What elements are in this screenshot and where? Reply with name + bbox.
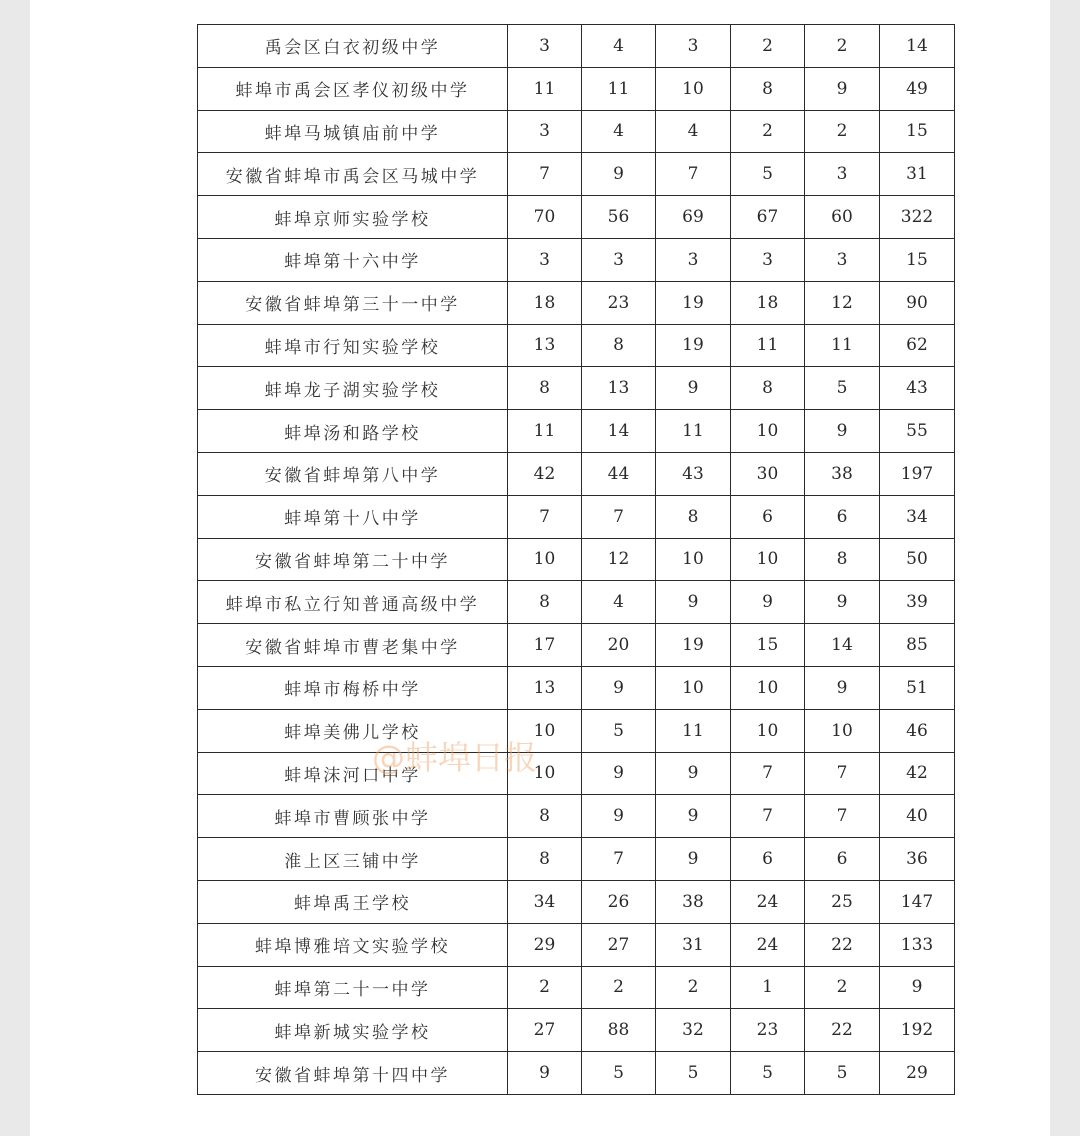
value-cell: 4	[656, 110, 731, 153]
value-cell: 11	[582, 67, 656, 110]
value-cell: 10	[731, 410, 805, 453]
value-cell: 7	[508, 153, 582, 196]
value-cell: 10	[731, 666, 805, 709]
school-name-cell: 蚌埠第二十一中学	[198, 966, 508, 1009]
value-cell: 9	[805, 410, 880, 453]
school-name-cell: 蚌埠美佛儿学校	[198, 709, 508, 752]
value-cell: 3	[508, 238, 582, 281]
value-cell: 6	[805, 838, 880, 881]
value-cell: 27	[508, 1009, 582, 1052]
table-row	[198, 538, 955, 581]
value-cell: 7	[582, 838, 656, 881]
table-row	[198, 838, 955, 881]
school-name-cell: 蚌埠市私立行知普通高级中学	[198, 581, 508, 624]
value-cell: 7	[582, 495, 656, 538]
value-cell: 9	[656, 752, 731, 795]
table-row	[198, 1009, 955, 1052]
value-cell: 2	[582, 966, 656, 1009]
value-cell: 9	[656, 581, 731, 624]
school-name-cell: 安徽省蚌埠市禹会区马城中学	[198, 153, 508, 196]
school-quota-table	[197, 24, 955, 1095]
value-cell: 9	[805, 666, 880, 709]
value-cell: 38	[805, 452, 880, 495]
total-cell: 62	[880, 324, 955, 367]
value-cell: 8	[656, 495, 731, 538]
school-name-cell: 禹会区白衣初级中学	[198, 25, 508, 68]
value-cell: 11	[656, 709, 731, 752]
value-cell: 30	[731, 452, 805, 495]
value-cell: 19	[656, 324, 731, 367]
value-cell: 14	[582, 410, 656, 453]
value-cell: 10	[731, 709, 805, 752]
value-cell: 13	[508, 324, 582, 367]
value-cell: 8	[508, 795, 582, 838]
value-cell: 9	[656, 838, 731, 881]
table-row	[198, 880, 955, 923]
value-cell: 2	[805, 966, 880, 1009]
value-cell: 5	[656, 1052, 731, 1095]
school-name-cell: 蚌埠第十六中学	[198, 238, 508, 281]
total-cell: 43	[880, 367, 955, 410]
total-cell: 46	[880, 709, 955, 752]
value-cell: 3	[731, 238, 805, 281]
school-name-cell: 蚌埠龙子湖实验学校	[198, 367, 508, 410]
value-cell: 9	[582, 795, 656, 838]
value-cell: 26	[582, 880, 656, 923]
value-cell: 5	[582, 709, 656, 752]
value-cell: 11	[508, 410, 582, 453]
value-cell: 2	[508, 966, 582, 1009]
value-cell: 5	[805, 1052, 880, 1095]
value-cell: 7	[656, 153, 731, 196]
school-name-cell: 安徽省蚌埠第二十中学	[198, 538, 508, 581]
value-cell: 32	[656, 1009, 731, 1052]
school-name-cell: 蚌埠京师实验学校	[198, 196, 508, 239]
table-row	[198, 196, 955, 239]
value-cell: 56	[582, 196, 656, 239]
school-name-cell: 蚌埠马城镇庙前中学	[198, 110, 508, 153]
value-cell: 10	[656, 67, 731, 110]
total-cell: 197	[880, 452, 955, 495]
total-cell: 15	[880, 110, 955, 153]
total-cell: 85	[880, 624, 955, 667]
school-name-cell: 安徽省蚌埠第三十一中学	[198, 281, 508, 324]
value-cell: 3	[656, 25, 731, 68]
total-cell: 50	[880, 538, 955, 581]
table-row	[198, 324, 955, 367]
value-cell: 10	[805, 709, 880, 752]
value-cell: 8	[508, 367, 582, 410]
value-cell: 9	[508, 1052, 582, 1095]
table-row	[198, 25, 955, 68]
table-row	[198, 495, 955, 538]
value-cell: 11	[656, 410, 731, 453]
value-cell: 10	[508, 752, 582, 795]
table-row	[198, 238, 955, 281]
value-cell: 23	[582, 281, 656, 324]
school-name-cell: 蚌埠第十八中学	[198, 495, 508, 538]
value-cell: 43	[656, 452, 731, 495]
value-cell: 19	[656, 624, 731, 667]
value-cell: 5	[582, 1052, 656, 1095]
table-row	[198, 581, 955, 624]
value-cell: 13	[582, 367, 656, 410]
value-cell: 7	[731, 752, 805, 795]
value-cell: 6	[805, 495, 880, 538]
school-name-cell: 蚌埠汤和路学校	[198, 410, 508, 453]
total-cell: 39	[880, 581, 955, 624]
value-cell: 1	[731, 966, 805, 1009]
total-cell: 9	[880, 966, 955, 1009]
total-cell: 36	[880, 838, 955, 881]
value-cell: 8	[731, 367, 805, 410]
value-cell: 9	[805, 67, 880, 110]
value-cell: 42	[508, 452, 582, 495]
table-row	[198, 367, 955, 410]
value-cell: 13	[508, 666, 582, 709]
value-cell: 69	[656, 196, 731, 239]
value-cell: 9	[582, 153, 656, 196]
table-row	[198, 624, 955, 667]
school-name-cell: 蚌埠沫河口中学	[198, 752, 508, 795]
value-cell: 14	[805, 624, 880, 667]
table-body	[198, 25, 955, 1095]
value-cell: 10	[656, 538, 731, 581]
value-cell: 3	[508, 110, 582, 153]
value-cell: 17	[508, 624, 582, 667]
school-name-cell: 蚌埠市曹顾张中学	[198, 795, 508, 838]
total-cell: 49	[880, 67, 955, 110]
total-cell: 42	[880, 752, 955, 795]
value-cell: 2	[731, 25, 805, 68]
value-cell: 27	[582, 923, 656, 966]
value-cell: 10	[508, 538, 582, 581]
school-name-cell: 蚌埠市禹会区孝仪初级中学	[198, 67, 508, 110]
value-cell: 24	[731, 923, 805, 966]
value-cell: 31	[656, 923, 731, 966]
school-name-cell: 蚌埠博雅培文实验学校	[198, 923, 508, 966]
value-cell: 24	[731, 880, 805, 923]
total-cell: 31	[880, 153, 955, 196]
school-name-cell: 安徽省蚌埠第十四中学	[198, 1052, 508, 1095]
value-cell: 20	[582, 624, 656, 667]
value-cell: 70	[508, 196, 582, 239]
value-cell: 5	[731, 153, 805, 196]
value-cell: 34	[508, 880, 582, 923]
value-cell: 10	[731, 538, 805, 581]
value-cell: 8	[508, 581, 582, 624]
value-cell: 9	[731, 581, 805, 624]
value-cell: 9	[582, 752, 656, 795]
value-cell: 60	[805, 196, 880, 239]
total-cell: 29	[880, 1052, 955, 1095]
table-row	[198, 281, 955, 324]
table-row	[198, 752, 955, 795]
value-cell: 44	[582, 452, 656, 495]
value-cell: 7	[508, 495, 582, 538]
total-cell: 192	[880, 1009, 955, 1052]
table-row	[198, 795, 955, 838]
watermark: @蚌埠日报	[372, 738, 537, 777]
table-row	[198, 666, 955, 709]
table-row	[198, 110, 955, 153]
value-cell: 8	[805, 538, 880, 581]
value-cell: 8	[582, 324, 656, 367]
value-cell: 11	[805, 324, 880, 367]
value-cell: 3	[805, 153, 880, 196]
value-cell: 11	[731, 324, 805, 367]
total-cell: 40	[880, 795, 955, 838]
value-cell: 19	[656, 281, 731, 324]
value-cell: 5	[731, 1052, 805, 1095]
table-row	[198, 923, 955, 966]
table-row	[198, 410, 955, 453]
total-cell: 15	[880, 238, 955, 281]
value-cell: 18	[508, 281, 582, 324]
table-row	[198, 966, 955, 1009]
value-cell: 8	[508, 838, 582, 881]
school-name-cell: 蚌埠市行知实验学校	[198, 324, 508, 367]
value-cell: 7	[805, 752, 880, 795]
value-cell: 7	[805, 795, 880, 838]
value-cell: 2	[731, 110, 805, 153]
value-cell: 10	[508, 709, 582, 752]
table-row	[198, 709, 955, 752]
value-cell: 4	[582, 581, 656, 624]
value-cell: 11	[508, 67, 582, 110]
value-cell: 29	[508, 923, 582, 966]
value-cell: 9	[656, 367, 731, 410]
value-cell: 7	[731, 795, 805, 838]
value-cell: 38	[656, 880, 731, 923]
value-cell: 3	[805, 238, 880, 281]
value-cell: 25	[805, 880, 880, 923]
value-cell: 4	[582, 25, 656, 68]
value-cell: 4	[582, 110, 656, 153]
table-row	[198, 67, 955, 110]
value-cell: 3	[656, 238, 731, 281]
value-cell: 23	[731, 1009, 805, 1052]
value-cell: 5	[805, 367, 880, 410]
value-cell: 12	[805, 281, 880, 324]
value-cell: 2	[805, 110, 880, 153]
total-cell: 55	[880, 410, 955, 453]
value-cell: 3	[508, 25, 582, 68]
value-cell: 67	[731, 196, 805, 239]
table-row	[198, 452, 955, 495]
table-row	[198, 1052, 955, 1095]
value-cell: 2	[656, 966, 731, 1009]
value-cell: 9	[656, 795, 731, 838]
value-cell: 3	[582, 238, 656, 281]
school-name-cell: 蚌埠市梅桥中学	[198, 666, 508, 709]
total-cell: 322	[880, 196, 955, 239]
value-cell: 9	[582, 666, 656, 709]
value-cell: 6	[731, 495, 805, 538]
value-cell: 22	[805, 1009, 880, 1052]
document-page	[30, 0, 1050, 1136]
school-name-cell: 淮上区三铺中学	[198, 838, 508, 881]
value-cell: 15	[731, 624, 805, 667]
value-cell: 2	[805, 25, 880, 68]
value-cell: 8	[731, 67, 805, 110]
total-cell: 90	[880, 281, 955, 324]
value-cell: 88	[582, 1009, 656, 1052]
value-cell: 12	[582, 538, 656, 581]
school-name-cell: 蚌埠新城实验学校	[198, 1009, 508, 1052]
value-cell: 10	[656, 666, 731, 709]
value-cell: 22	[805, 923, 880, 966]
value-cell: 18	[731, 281, 805, 324]
school-name-cell: 安徽省蚌埠市曹老集中学	[198, 624, 508, 667]
table-row	[198, 153, 955, 196]
total-cell: 147	[880, 880, 955, 923]
value-cell: 9	[805, 581, 880, 624]
total-cell: 133	[880, 923, 955, 966]
value-cell: 6	[731, 838, 805, 881]
school-name-cell: 蚌埠禹王学校	[198, 880, 508, 923]
total-cell: 51	[880, 666, 955, 709]
school-name-cell: 安徽省蚌埠第八中学	[198, 452, 508, 495]
total-cell: 14	[880, 25, 955, 68]
total-cell: 34	[880, 495, 955, 538]
